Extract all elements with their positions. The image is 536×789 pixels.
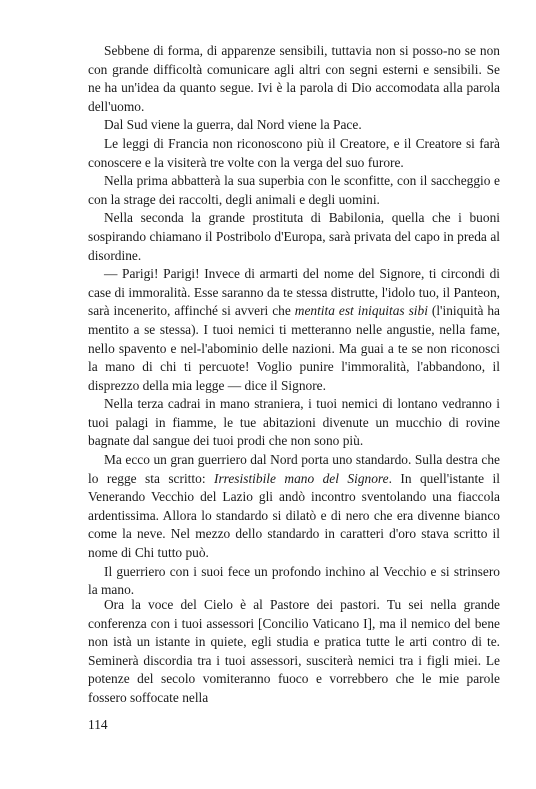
paragraph: [88, 265, 500, 395]
text-run: Ma ecco un gran guerriero dal Nord porta uno standardo. Sulla destra che lo regge sta scritto:: [88, 452, 500, 486]
text-run: Il guerriero con i suoi fece un profondo inchino al Vecchio e si strinsero la mano.: [88, 563, 500, 598]
body-text-section-1: [88, 42, 500, 600]
text-run: Nella seconda la grande prostituta di Babilonia, quella che i buoni sospirando chiamano il Postribolo d'Europa, sarà privata del capo in preda al disordine.: [88, 210, 500, 263]
text-run: Ora la voce del Cielo è al Pastore dei pastori. Tu sei nella grande conferenza con i tuoi assessori [Concilio Vaticano I], ma il nemico del bene non istà un istante in quiete, egli studia e pratica tutte le arti contro di te. Seminerà discordia tra i tuoi assessori, susciterà nemici tra i figli miei. Le potenze del secolo vomiteranno fuoco e vorrebbero che le mie parole fossero soffocate nella: [88, 597, 500, 705]
paragraph: [88, 135, 500, 172]
text-run: Nella prima abbatterà la sua superbia con le sconfitte, con il saccheggio e con la strage dei raccolti, degli animali e degli uomini.: [88, 173, 500, 207]
paragraph: [88, 209, 500, 265]
paragraph: [88, 395, 500, 451]
text-run: — Parigi! Parigi! Invece di armarti del nome del Signore, ti circondi di case di immoralità. Esse saranno da te stessa distrutte, l'idolo tuo, il Panteon, sarà incenerito, affinché si avveri che: [88, 266, 500, 319]
body-text-section-2: [88, 596, 500, 708]
paragraph: [88, 172, 500, 209]
italic-text: mentita est iniquitas sibi: [294, 303, 428, 319]
page-number: 114: [88, 717, 108, 732]
paragraph: [88, 116, 500, 135]
text-run: (l'iniquità ha mentito a se stessa). I tuoi nemici ti metteranno nelle angustie, nella fame, nello spavento e nel-l'abominio delle nazioni. Ma guai a te se non riconosci la mano di chi ti percuote! Voglio punire l'immoralità, l'abbandono, il disprezzo della mia legge — dice il Signore.: [88, 303, 500, 393]
paragraph: [88, 42, 500, 116]
text-run: Dal Sud viene la guerra, dal Nord viene la Pace.: [104, 117, 362, 133]
text-run: Le leggi di Francia non riconoscono più il Creatore, e il Creatore si farà conoscere e la visiterà tre volte con la verga del suo furore.: [88, 135, 500, 170]
paragraph: [88, 563, 500, 600]
italic-text: Irresistibile mano del Signore: [213, 470, 389, 486]
paragraph: [88, 596, 500, 708]
text-run: Nella terza cadrai in mano straniera, i tuoi nemici di lontano vedranno i tuoi palagi in fiamme, le tue abitazioni divenute un mucchio di rovine bagnate dal sangue dei tuoi prodi che non sono più.: [88, 396, 500, 449]
paragraph: [88, 451, 500, 563]
text-run: Sebbene di forma, di apparenze sensibili, tuttavia non si posso-no se non con grande difficoltà comunicare agli altri con segni esterni e sensibili. Se ne ha un'idea da quanto segue. Ivi è la parola di Dio accomodata alla parola dell'uomo.: [88, 43, 500, 114]
text-run: . In quell'istante il Venerando Vecchio del Lazio gli andò incontro sventolando una fiaccola ardentissima. Allora lo standardo si dilatò e di nero che era divenne bianco come la neve. Nel mezzo dello standardo in caratteri d'oro stava scritto il nome di Chi tutto può.: [88, 470, 500, 561]
